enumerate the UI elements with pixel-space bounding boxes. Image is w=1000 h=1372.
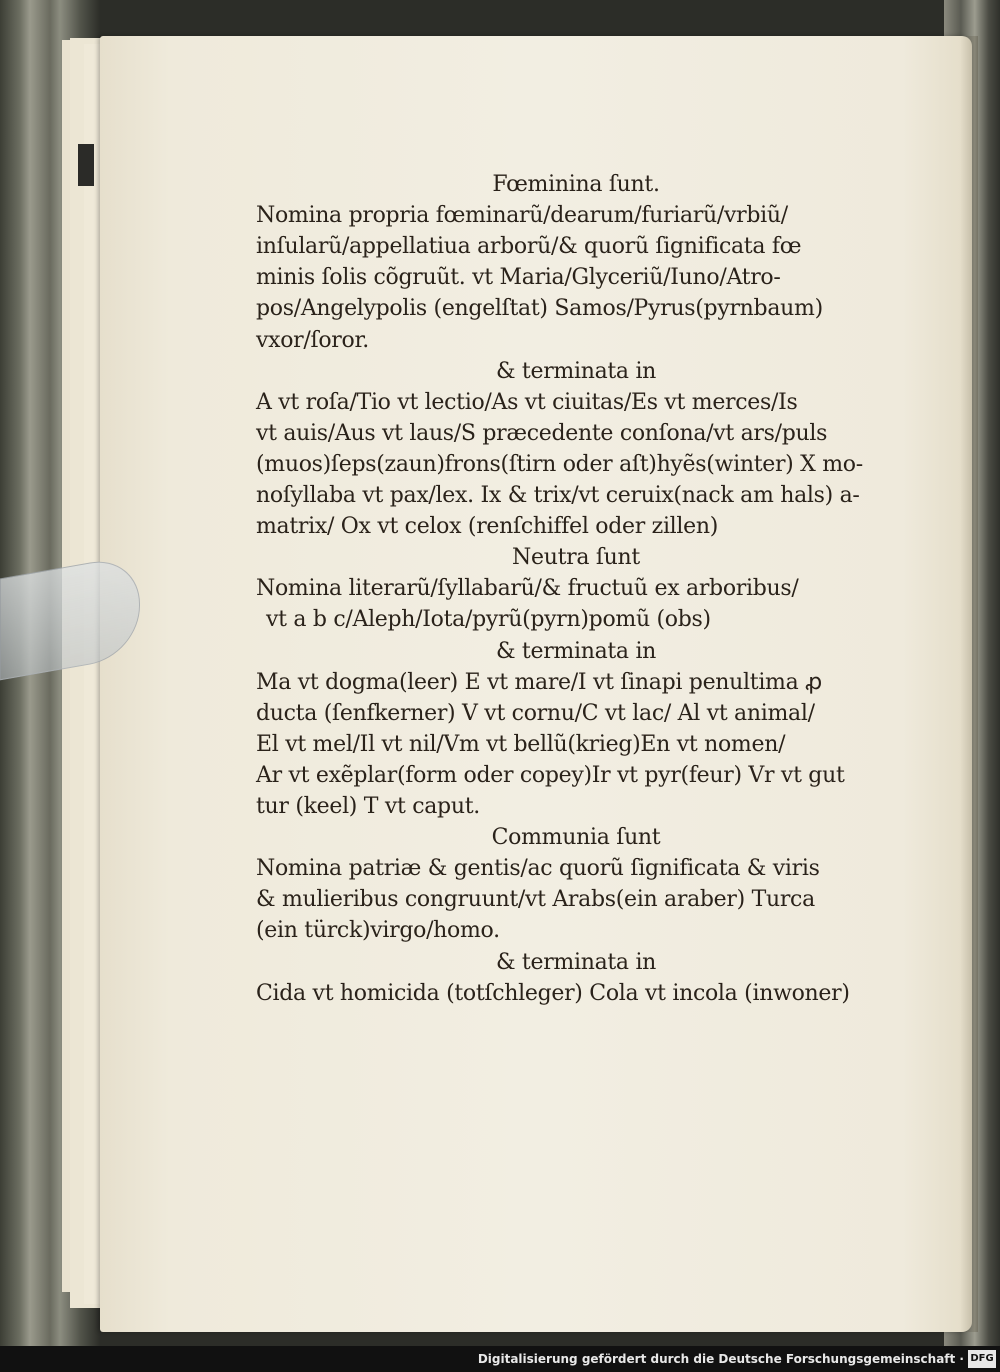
text-line: A vt roſa/Tio vt lectio/As vt ciuitas/Es vt merces/Is <box>256 389 798 415</box>
section-heading: Communia ſunt <box>491 825 661 851</box>
text-line: vt auis/Aus vt laus/S præcedente conſona/vt ars/puls <box>256 420 828 446</box>
text-line: pos/Angelypolis (engelſtat) Samos/Pyrus(pyrnbaum) <box>256 296 823 322</box>
text-line: Cida vt homicida (totſchleger) Cola vt incola (inwoner) <box>256 980 850 1006</box>
footer-bar <box>0 1346 1000 1372</box>
section-heading: & terminata in <box>495 358 657 384</box>
text-line: & mulieribus congruunt/vt Arabs(ein araber) Turca <box>256 887 815 913</box>
bookmark-ribbon <box>78 144 94 186</box>
text-line: minis ſolis cõgruũt. vt Maria/Glyceriũ/Iuno/Atro- <box>256 265 781 291</box>
section-heading: Neutra ſunt <box>512 545 640 571</box>
text-line: matrix/ Ox vt celox (renſchiffel oder zillen) <box>256 514 719 540</box>
section-heading: & terminata in <box>495 949 657 975</box>
text-line: vxor/ſoror. <box>256 327 369 353</box>
dfg-logo: DFG <box>968 1350 996 1368</box>
text-line: Nomina patriæ & gentis/ac quorũ ſignificata & viris <box>256 856 820 882</box>
text-line: Nomina propria fœminarũ/dearum/furiarũ/vrbiũ/ <box>256 203 788 229</box>
text-line: El vt mel/Il vt nil/Vm vt bellũ(krieg)En vt nomen/ <box>256 731 786 757</box>
text-line: (muos)ſeps(zaun)frons(ſtirn oder aſt)hyẽs(winter) X mo- <box>256 451 863 477</box>
text-line: tur (keel) T vt caput. <box>256 794 480 819</box>
gutter-shadow <box>960 36 978 1332</box>
text-line: Ma vt dogma(leer) E vt mare/I vt ſinapi penultima ꝓ <box>256 669 822 695</box>
text-line: ducta (ſenfkerner) V vt cornu/C vt lac/ Al vt animal/ <box>256 700 815 726</box>
text-line: (ein türck)virgo/homo. <box>256 918 500 944</box>
text-line: Ar vt exẽplar(form oder copey)Ir vt pyr(feur) Vr vt gut <box>256 762 845 788</box>
text-line: inſularũ/appellatiua arborũ/& quorũ ſignificata fœ <box>256 234 802 260</box>
footer-credit: Digitalisierung gefördert durch die Deutsche Forschungsgemeinschaft · <box>477 1352 964 1366</box>
section-heading: Fœminina ſunt. <box>492 172 660 197</box>
text-line: vt a b c/Aleph/Iota/pyrũ(pyrn)pomũ (obs) <box>266 607 711 633</box>
section-heading: & terminata in <box>495 638 657 664</box>
text-line: noſyllaba vt pax/lex. Ix & trix/vt ceruix(nack am hals) a- <box>256 483 860 508</box>
text-line: Nomina literarũ/ſyllabarũ/& fructuũ ex arboribus/ <box>256 576 799 602</box>
